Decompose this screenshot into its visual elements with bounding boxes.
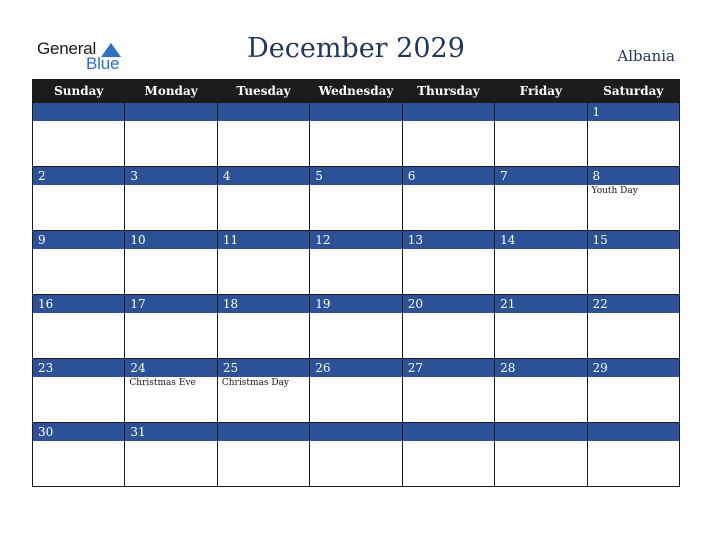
page-title: December 2029 xyxy=(247,33,465,64)
calendar-day-cell[interactable] xyxy=(125,295,217,359)
day-number xyxy=(495,423,586,441)
day-number: 7 xyxy=(495,167,586,185)
day-number: 2 xyxy=(33,167,124,185)
weekday-header: Monday xyxy=(125,80,217,103)
day-number: 24 xyxy=(125,359,216,377)
calendar-day-cell[interactable] xyxy=(402,359,494,423)
calendar-day-cell[interactable] xyxy=(587,423,679,487)
day-number: 4 xyxy=(218,167,309,185)
calendar-day-cell[interactable] xyxy=(495,423,587,487)
country-label: Albania xyxy=(617,47,675,65)
calendar-day-cell[interactable] xyxy=(217,359,309,423)
calendar-day-cell[interactable] xyxy=(33,231,125,295)
logo-word-blue: Blue xyxy=(86,54,120,73)
calendar-day-cell[interactable] xyxy=(310,103,402,167)
weekday-header: Sunday xyxy=(33,80,125,103)
day-number xyxy=(33,103,124,121)
calendar-day-cell[interactable] xyxy=(125,423,217,487)
day-number: 18 xyxy=(218,295,309,313)
calendar-day-cell[interactable] xyxy=(217,103,309,167)
day-number: 9 xyxy=(33,231,124,249)
calendar-day-cell[interactable] xyxy=(217,231,309,295)
day-number xyxy=(495,103,586,121)
calendar-week-row xyxy=(33,231,680,295)
day-number xyxy=(403,423,494,441)
calendar-day-cell[interactable] xyxy=(125,359,217,423)
calendar-day-cell[interactable] xyxy=(495,295,587,359)
calendar-week-row xyxy=(33,423,680,487)
logo-word-general: General xyxy=(37,39,97,58)
calendar-day-cell[interactable] xyxy=(310,295,402,359)
day-number: 10 xyxy=(125,231,216,249)
holiday-label: Youth Day xyxy=(591,186,638,196)
calendar-day-cell[interactable] xyxy=(587,231,679,295)
day-number xyxy=(310,103,401,121)
day-number: 22 xyxy=(588,295,679,313)
day-number: 15 xyxy=(588,231,679,249)
calendar-day-cell[interactable] xyxy=(310,423,402,487)
day-number: 20 xyxy=(403,295,494,313)
calendar-day-cell[interactable] xyxy=(495,359,587,423)
day-number: 11 xyxy=(218,231,309,249)
calendar-week-row xyxy=(33,295,680,359)
calendar-day-cell[interactable] xyxy=(310,231,402,295)
day-number: 31 xyxy=(125,423,216,441)
day-number: 29 xyxy=(588,359,679,377)
day-number: 19 xyxy=(310,295,401,313)
weekday-header-row xyxy=(33,80,680,103)
calendar-day-cell[interactable] xyxy=(587,167,679,231)
holiday-label: Christmas Eve xyxy=(129,378,196,388)
day-number: 28 xyxy=(495,359,586,377)
calendar-day-cell[interactable] xyxy=(402,231,494,295)
calendar-week-row xyxy=(33,103,680,167)
calendar-day-cell[interactable] xyxy=(310,167,402,231)
weekday-header: Tuesday xyxy=(217,80,309,103)
weekday-header: Thursday xyxy=(402,80,494,103)
day-number xyxy=(125,103,216,121)
day-number xyxy=(218,423,309,441)
calendar-day-cell[interactable] xyxy=(33,295,125,359)
calendar-day-cell[interactable] xyxy=(125,103,217,167)
calendar-day-cell[interactable] xyxy=(402,167,494,231)
day-number: 16 xyxy=(33,295,124,313)
day-number: 1 xyxy=(588,103,679,121)
calendar-day-cell[interactable] xyxy=(33,359,125,423)
calendar-day-cell[interactable] xyxy=(217,167,309,231)
calendar-day-cell[interactable] xyxy=(125,231,217,295)
calendar-day-cell[interactable] xyxy=(495,103,587,167)
calendar-day-cell[interactable] xyxy=(402,295,494,359)
day-number: 21 xyxy=(495,295,586,313)
day-number xyxy=(218,103,309,121)
calendar-week-row xyxy=(33,359,680,423)
day-number: 8 xyxy=(588,167,679,185)
day-number: 26 xyxy=(310,359,401,377)
day-number xyxy=(403,103,494,121)
day-number xyxy=(310,423,401,441)
calendar-day-cell[interactable] xyxy=(495,231,587,295)
calendar-day-cell[interactable] xyxy=(495,167,587,231)
calendar-day-cell[interactable] xyxy=(402,103,494,167)
calendar-day-cell[interactable] xyxy=(33,167,125,231)
day-number xyxy=(588,423,679,441)
day-number: 25 xyxy=(218,359,309,377)
day-number: 23 xyxy=(33,359,124,377)
calendar-day-cell[interactable] xyxy=(587,359,679,423)
weekday-header: Wednesday xyxy=(310,80,402,103)
calendar-week-row xyxy=(33,167,680,231)
calendar-day-cell[interactable] xyxy=(33,103,125,167)
calendar-day-cell[interactable] xyxy=(33,423,125,487)
weekday-header: Saturday xyxy=(587,80,679,103)
calendar-day-cell[interactable] xyxy=(402,423,494,487)
calendar-grid xyxy=(32,79,680,487)
day-number: 13 xyxy=(403,231,494,249)
day-number: 5 xyxy=(310,167,401,185)
calendar-day-cell[interactable] xyxy=(587,295,679,359)
calendar-day-cell[interactable] xyxy=(217,423,309,487)
weekday-header: Friday xyxy=(495,80,587,103)
holiday-label: Christmas Day xyxy=(221,378,289,388)
calendar-day-cell[interactable] xyxy=(310,359,402,423)
calendar-day-cell[interactable] xyxy=(217,295,309,359)
day-number: 17 xyxy=(125,295,216,313)
day-number: 27 xyxy=(403,359,494,377)
day-number: 3 xyxy=(125,167,216,185)
day-number: 14 xyxy=(495,231,586,249)
day-number: 30 xyxy=(33,423,124,441)
calendar-day-cell[interactable] xyxy=(125,167,217,231)
day-number: 6 xyxy=(403,167,494,185)
calendar-day-cell[interactable] xyxy=(587,103,679,167)
day-number: 12 xyxy=(310,231,401,249)
